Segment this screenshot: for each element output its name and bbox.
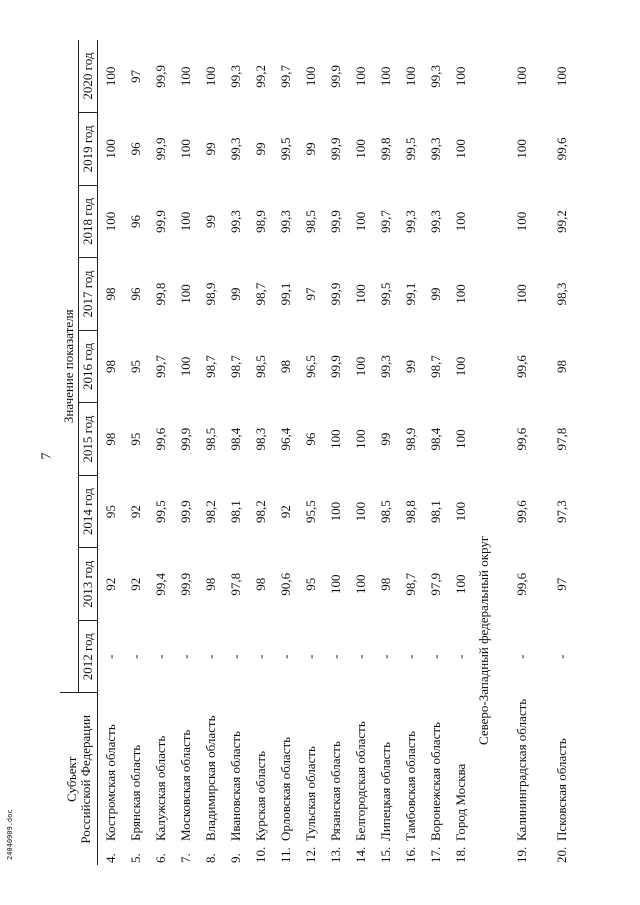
value-cell: 100	[302, 66, 318, 87]
value-cell: 99	[427, 287, 443, 301]
year-header: 2019 год	[79, 113, 98, 186]
value-cell: 98,3	[252, 427, 268, 451]
value-cell: 98,7	[227, 355, 243, 378]
value-cell: 98,9	[252, 210, 268, 233]
row-number: 6.	[152, 853, 168, 863]
value-cell: 100	[352, 356, 368, 377]
value-cell: -	[377, 654, 393, 659]
value-cell: 92	[277, 505, 293, 519]
row-number: 19.	[514, 846, 529, 863]
value-cell: 100	[514, 66, 529, 87]
value-cell: 98,4	[227, 427, 243, 451]
value-cell: -	[302, 654, 318, 659]
value-cell: 98,1	[427, 500, 443, 524]
value-cell: 98,7	[252, 282, 268, 306]
value-cell: 99,6	[152, 427, 168, 451]
value-cell: 97,8	[227, 572, 243, 596]
value-cell: 96	[127, 214, 143, 228]
row-number: 18.	[452, 846, 468, 863]
value-cell: 95	[127, 432, 143, 446]
value-cell: 99,2	[553, 210, 569, 233]
value-cell: 97	[127, 69, 143, 83]
table-row	[448, 40, 473, 865]
indicator-table	[60, 40, 574, 865]
value-cell: -	[227, 654, 243, 659]
value-cell: -	[277, 654, 293, 659]
value-cell: 99,2	[252, 64, 268, 88]
value-cell: 99,9	[177, 500, 193, 524]
subject-name: Курская область	[252, 750, 268, 841]
value-cell: -	[352, 654, 368, 659]
subject-name: Орловская область	[277, 736, 293, 841]
value-cell: 100	[102, 66, 118, 87]
value-cell: 100	[452, 501, 468, 522]
table-row	[423, 40, 448, 865]
value-cell: 99,3	[227, 64, 243, 88]
value-cell: 99,9	[152, 64, 168, 88]
value-cell: 99,1	[402, 282, 418, 306]
value-cell: 99,7	[152, 355, 168, 378]
value-cell: 99,3	[427, 137, 443, 161]
value-cell: -	[102, 654, 118, 659]
value-cell: 100	[452, 356, 468, 377]
value-cell: 98	[102, 360, 118, 374]
value-cell: 99,8	[152, 282, 168, 306]
table-row	[348, 40, 373, 865]
value-cell: 100	[402, 66, 418, 87]
value-cell: 99,6	[553, 137, 569, 161]
rotated-table-container	[60, 40, 610, 865]
value-cell: 100	[452, 574, 468, 594]
table-row	[123, 40, 148, 865]
subject-name: Костромская область	[102, 724, 118, 841]
value-cell: 100	[452, 66, 468, 87]
value-cell: 100	[177, 211, 193, 232]
subject-name: Псковская область	[553, 738, 569, 841]
value-cell: 100	[514, 284, 529, 304]
row-number: 13.	[327, 846, 343, 863]
table-row	[398, 40, 423, 865]
subject-header-line2: Российской Федерации	[77, 714, 93, 844]
value-cell: 99,9	[327, 355, 343, 378]
value-cell: 92	[127, 577, 143, 591]
value-cell: -	[177, 654, 193, 659]
value-cell: 100	[352, 211, 368, 232]
value-cell: 97	[302, 287, 318, 301]
value-cell: 96,5	[302, 355, 318, 378]
subject-name: Владимирская область	[202, 715, 218, 841]
value-cell: 92	[127, 505, 143, 519]
subject-name: Липецкая область	[377, 741, 393, 841]
value-cell: 99,5	[402, 137, 418, 161]
value-cell: 100	[452, 429, 468, 449]
year-header: 2012 год	[79, 620, 98, 693]
value-cell: 96,4	[277, 427, 293, 451]
value-cell: -	[327, 654, 343, 659]
value-cell: 99,6	[514, 355, 529, 378]
value-cell: 99	[252, 142, 268, 156]
value-cell: 99,9	[152, 137, 168, 161]
page-number: 7	[39, 452, 55, 460]
value-cell: 98,8	[402, 500, 418, 524]
value-cell: 98,9	[402, 427, 418, 451]
value-cell: 100	[327, 574, 343, 594]
value-cell: 99,9	[177, 572, 193, 596]
table-row	[495, 40, 549, 865]
value-cell: 98,7	[402, 572, 418, 596]
subject-name: Калининградская область	[514, 698, 529, 841]
value-cell: 99	[402, 360, 418, 374]
value-cell: 98,5	[252, 355, 268, 378]
row-number: 8.	[202, 853, 218, 863]
value-cell: 98,5	[202, 427, 218, 451]
value-cell: 95	[302, 577, 318, 591]
value-cell: 99,9	[327, 210, 343, 233]
value-cell: -	[402, 654, 418, 659]
table-row	[173, 40, 198, 865]
value-cell: 100	[177, 66, 193, 87]
value-cell: -	[514, 654, 529, 659]
value-cell: 98	[202, 577, 218, 591]
value-cell: 98,2	[202, 500, 218, 524]
value-cell: 100	[327, 501, 343, 522]
value-cell: 95	[102, 505, 118, 519]
row-number: 12.	[302, 846, 318, 863]
subject-name: Рязанская область	[327, 741, 343, 841]
year-header: 2013 год	[79, 548, 98, 621]
value-cell: 100	[177, 356, 193, 377]
value-cell: 99,6	[514, 500, 529, 524]
value-cell: 100	[177, 139, 193, 159]
year-header: 2017 год	[79, 258, 98, 331]
table-row	[198, 40, 223, 865]
table-row	[248, 40, 273, 865]
value-cell: 100	[177, 284, 193, 304]
value-cell: 99,4	[152, 572, 168, 596]
value-cell: 97	[553, 577, 569, 591]
value-cell: 96	[127, 142, 143, 156]
year-header: 2020 год	[79, 40, 98, 113]
value-cell: -	[202, 654, 218, 659]
value-cell: 95,5	[302, 500, 318, 524]
value-cell: 97,9	[427, 572, 443, 596]
value-cell: 98,7	[427, 355, 443, 378]
value-cell: 99,3	[427, 64, 443, 88]
value-cell: 99,3	[377, 355, 393, 378]
value-cell: 90,6	[277, 572, 293, 596]
value-cell: 98	[377, 577, 393, 591]
value-cell: 99,5	[152, 500, 168, 524]
value-cell: 100	[452, 211, 468, 232]
value-cell: 99	[202, 214, 218, 228]
subject-name: Белгородская область	[352, 721, 368, 841]
value-cell: 96	[127, 287, 143, 301]
value-cell: 99,3	[402, 210, 418, 233]
value-cell: 98,1	[227, 500, 243, 524]
subject-name: Ивановская область	[227, 731, 243, 841]
value-cell: -	[152, 654, 168, 659]
value-cell: 99	[302, 142, 318, 156]
value-cell: 100	[553, 66, 569, 87]
value-cell: 100	[514, 139, 529, 159]
table-row	[273, 40, 298, 865]
subject-name: Тамбовская область	[402, 730, 418, 841]
value-cell: 100	[102, 139, 118, 159]
row-number: 10.	[252, 846, 268, 863]
value-cell: 99	[202, 142, 218, 156]
subject-header	[60, 693, 98, 865]
table-row	[223, 40, 248, 865]
value-cell: 96	[302, 432, 318, 446]
value-cell: -	[452, 654, 468, 659]
table-row	[323, 40, 348, 865]
value-cell: 100	[352, 574, 368, 594]
value-cell: 99,3	[277, 210, 293, 233]
row-number: 20.	[553, 846, 569, 863]
value-cell: 99,6	[514, 572, 529, 596]
value-cell: 100	[352, 501, 368, 522]
year-header: 2018 год	[79, 185, 98, 258]
value-cell: 99,7	[377, 210, 393, 233]
value-cell: 99,6	[514, 427, 529, 451]
value-cell: -	[127, 654, 143, 659]
value-cell: -	[427, 654, 443, 659]
subject-name: Калужская область	[152, 735, 168, 841]
value-cell: 99,5	[277, 137, 293, 161]
value-cell: 98,3	[553, 282, 569, 306]
value-cell: 98	[277, 360, 293, 374]
value-cell: 100	[352, 66, 368, 87]
table-row	[298, 40, 323, 865]
subject-name: Тульская область	[302, 746, 318, 841]
row-number: 16.	[402, 846, 418, 863]
value-cell: 98,7	[202, 355, 218, 378]
value-header: Значение показателя	[60, 40, 79, 693]
value-cell: 100	[377, 66, 393, 87]
value-cell: 98	[553, 360, 569, 374]
value-cell: 99,9	[327, 282, 343, 306]
value-cell: 99,7	[277, 64, 293, 88]
value-cell: 98,5	[377, 500, 393, 524]
value-cell: 100	[352, 139, 368, 159]
value-cell: 100	[102, 211, 118, 232]
row-number: 7.	[177, 853, 193, 863]
value-cell: 100	[514, 211, 529, 232]
value-cell: 98	[102, 287, 118, 301]
row-number: 5.	[127, 853, 143, 863]
value-cell: 97,8	[553, 427, 569, 451]
row-number: 11.	[277, 847, 293, 863]
value-cell: 99,3	[227, 137, 243, 161]
value-cell: 99,9	[327, 137, 343, 161]
value-cell: 98,4	[427, 427, 443, 451]
value-cell: 100	[352, 284, 368, 304]
value-cell: 97,3	[553, 500, 569, 524]
subject-name: Московская область	[177, 729, 193, 841]
value-cell: 98	[252, 577, 268, 591]
table-row	[148, 40, 173, 865]
value-cell: 98,9	[202, 282, 218, 306]
value-cell: 99,9	[177, 427, 193, 451]
value-cell: -	[553, 654, 569, 659]
row-number: 17.	[427, 846, 443, 863]
value-cell: 99,5	[377, 282, 393, 306]
year-header: 2015 год	[79, 403, 98, 476]
row-number: 15.	[377, 846, 393, 863]
table-row	[98, 40, 124, 865]
value-cell: 100	[452, 284, 468, 304]
value-cell: 99,9	[152, 210, 168, 233]
subject-name: Брянская область	[127, 744, 143, 841]
subject-name: Воронежская область	[427, 722, 443, 841]
year-header: 2014 год	[79, 475, 98, 548]
subject-header-line1: Субъект	[63, 756, 79, 802]
table-row	[549, 40, 574, 865]
row-number: 14.	[352, 846, 368, 863]
value-cell: 100	[202, 66, 218, 87]
value-cell: 98,2	[252, 500, 268, 524]
value-cell: 92	[102, 577, 118, 591]
value-cell: 99	[377, 432, 393, 446]
value-cell: 99,9	[327, 64, 343, 88]
value-cell: 98	[102, 432, 118, 446]
value-cell: 99,8	[377, 137, 393, 161]
value-cell: 100	[327, 429, 343, 449]
value-cell: 99,3	[427, 210, 443, 233]
value-cell: 98,5	[302, 210, 318, 233]
value-cell: 100	[452, 139, 468, 159]
value-cell: -	[252, 654, 268, 659]
value-cell: 95	[127, 360, 143, 374]
table-row	[373, 40, 398, 865]
footer-filename: 24040909.doc	[6, 809, 14, 860]
value-cell: 99,1	[277, 282, 293, 306]
subject-name: Город Москва	[452, 763, 468, 841]
year-header: 2016 год	[79, 330, 98, 403]
value-cell: 99,3	[227, 210, 243, 233]
row-number: 9.	[227, 853, 243, 863]
row-number: 4.	[102, 853, 118, 863]
section-title: Северо-Западный федеральный округ	[476, 535, 491, 745]
value-cell: 99	[227, 287, 243, 301]
value-cell: 100	[352, 429, 368, 449]
